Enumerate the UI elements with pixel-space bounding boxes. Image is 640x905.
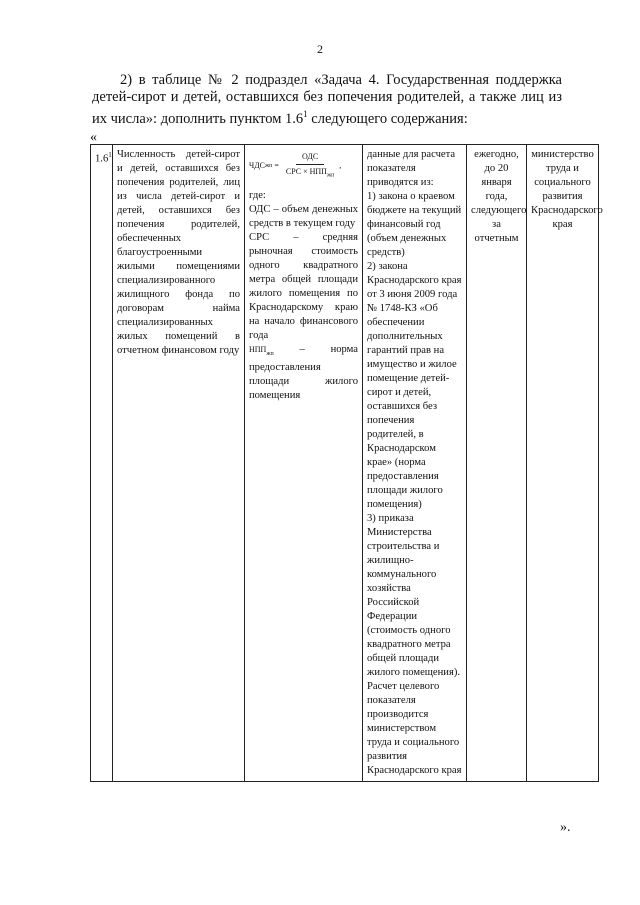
calculation-formula [249,150,358,183]
indicator-name-cell: Численность детей-сирот и детей, оставшихся без попечения родителей, лиц из числа детей-сирот и детей, оставшихся без попечения родителей, обеспеченных благоустроенными жилыми помещениями специализированного жилищного фонда по договорам найма специализированных жилых помещений в отчетном финансовом году [113,145,245,782]
formula-lhs-sub: жп [265,163,273,170]
row-number: 1.6 [95,153,109,165]
data-sources-cell: данные для расчета показателя приводятся из: 1) закона о краевом бюджете на текущий финансовый год (объем денежных средств) 2) закона Краснодарского края от 3 июня 2009 года № 1748-КЗ «Об обеспечении дополнительных гарантий прав на имущество и жилое помещение детей-сирот и детей, оставшихся без попечения родителей, в Краснодарском крае» (норма предоставления площади жилого помещения) 3) приказа Министерства строительства и жилищно-коммунального хозяйства Российской Федерации (стоимость одного квадратного метра общей площади жилого помещения). Расчет целевого показателя производится министерством труда и социального развития Краснодарского края [363,145,467,782]
indicator-table [90,144,603,782]
amendment-intro [92,72,562,128]
intro-text-end: следующего содержания: [307,110,468,127]
open-quote: « [90,130,97,145]
formula-denominator-sub: жп [326,172,335,179]
formula-denominator-text: СРС × НПП [285,167,327,176]
formula-fraction [284,150,336,183]
frequency-cell: ежегодно, до 20 января года, следующего за отчетным [467,145,527,782]
table-row [91,145,599,782]
formula-lhs: ЧДС [249,161,265,171]
method-explanation: где: ОДС – объем денежных средств в текущем году СРС – средняя рыночная стоимость одного квадратного метра общей площади жилого помещения по Краснодарскому краю на начало финансового года [249,189,358,341]
intro-text: 2) в таблице № 2 подраздел «Задача 4. Государственная поддержка детей-сирот и детей, оставшихся без попечения родителей, а также лиц из их числа»: дополнить пунктом 1.6 [92,72,562,127]
row-number-cell [91,145,113,782]
npp-definition [249,343,358,403]
formula-equals: = [274,161,279,171]
npp-symbol: НПП [249,344,267,354]
responsible-cell: министерство труда и социального развития Краснодарского края [527,145,599,782]
close-quote: ». [560,820,571,835]
formula-denominator [284,165,336,183]
intro-superscript: 1 [303,109,308,119]
row-number-superscript: 1 [108,151,112,159]
page-number: 2 [317,42,323,56]
formula-tail: , [339,161,342,171]
npp-text: – норма предоставления площади жилого помещения [249,343,358,401]
npp-symbol-sub: жп [266,350,274,357]
calculation-method-cell [245,145,363,782]
formula-numerator: ОДС [296,150,324,165]
